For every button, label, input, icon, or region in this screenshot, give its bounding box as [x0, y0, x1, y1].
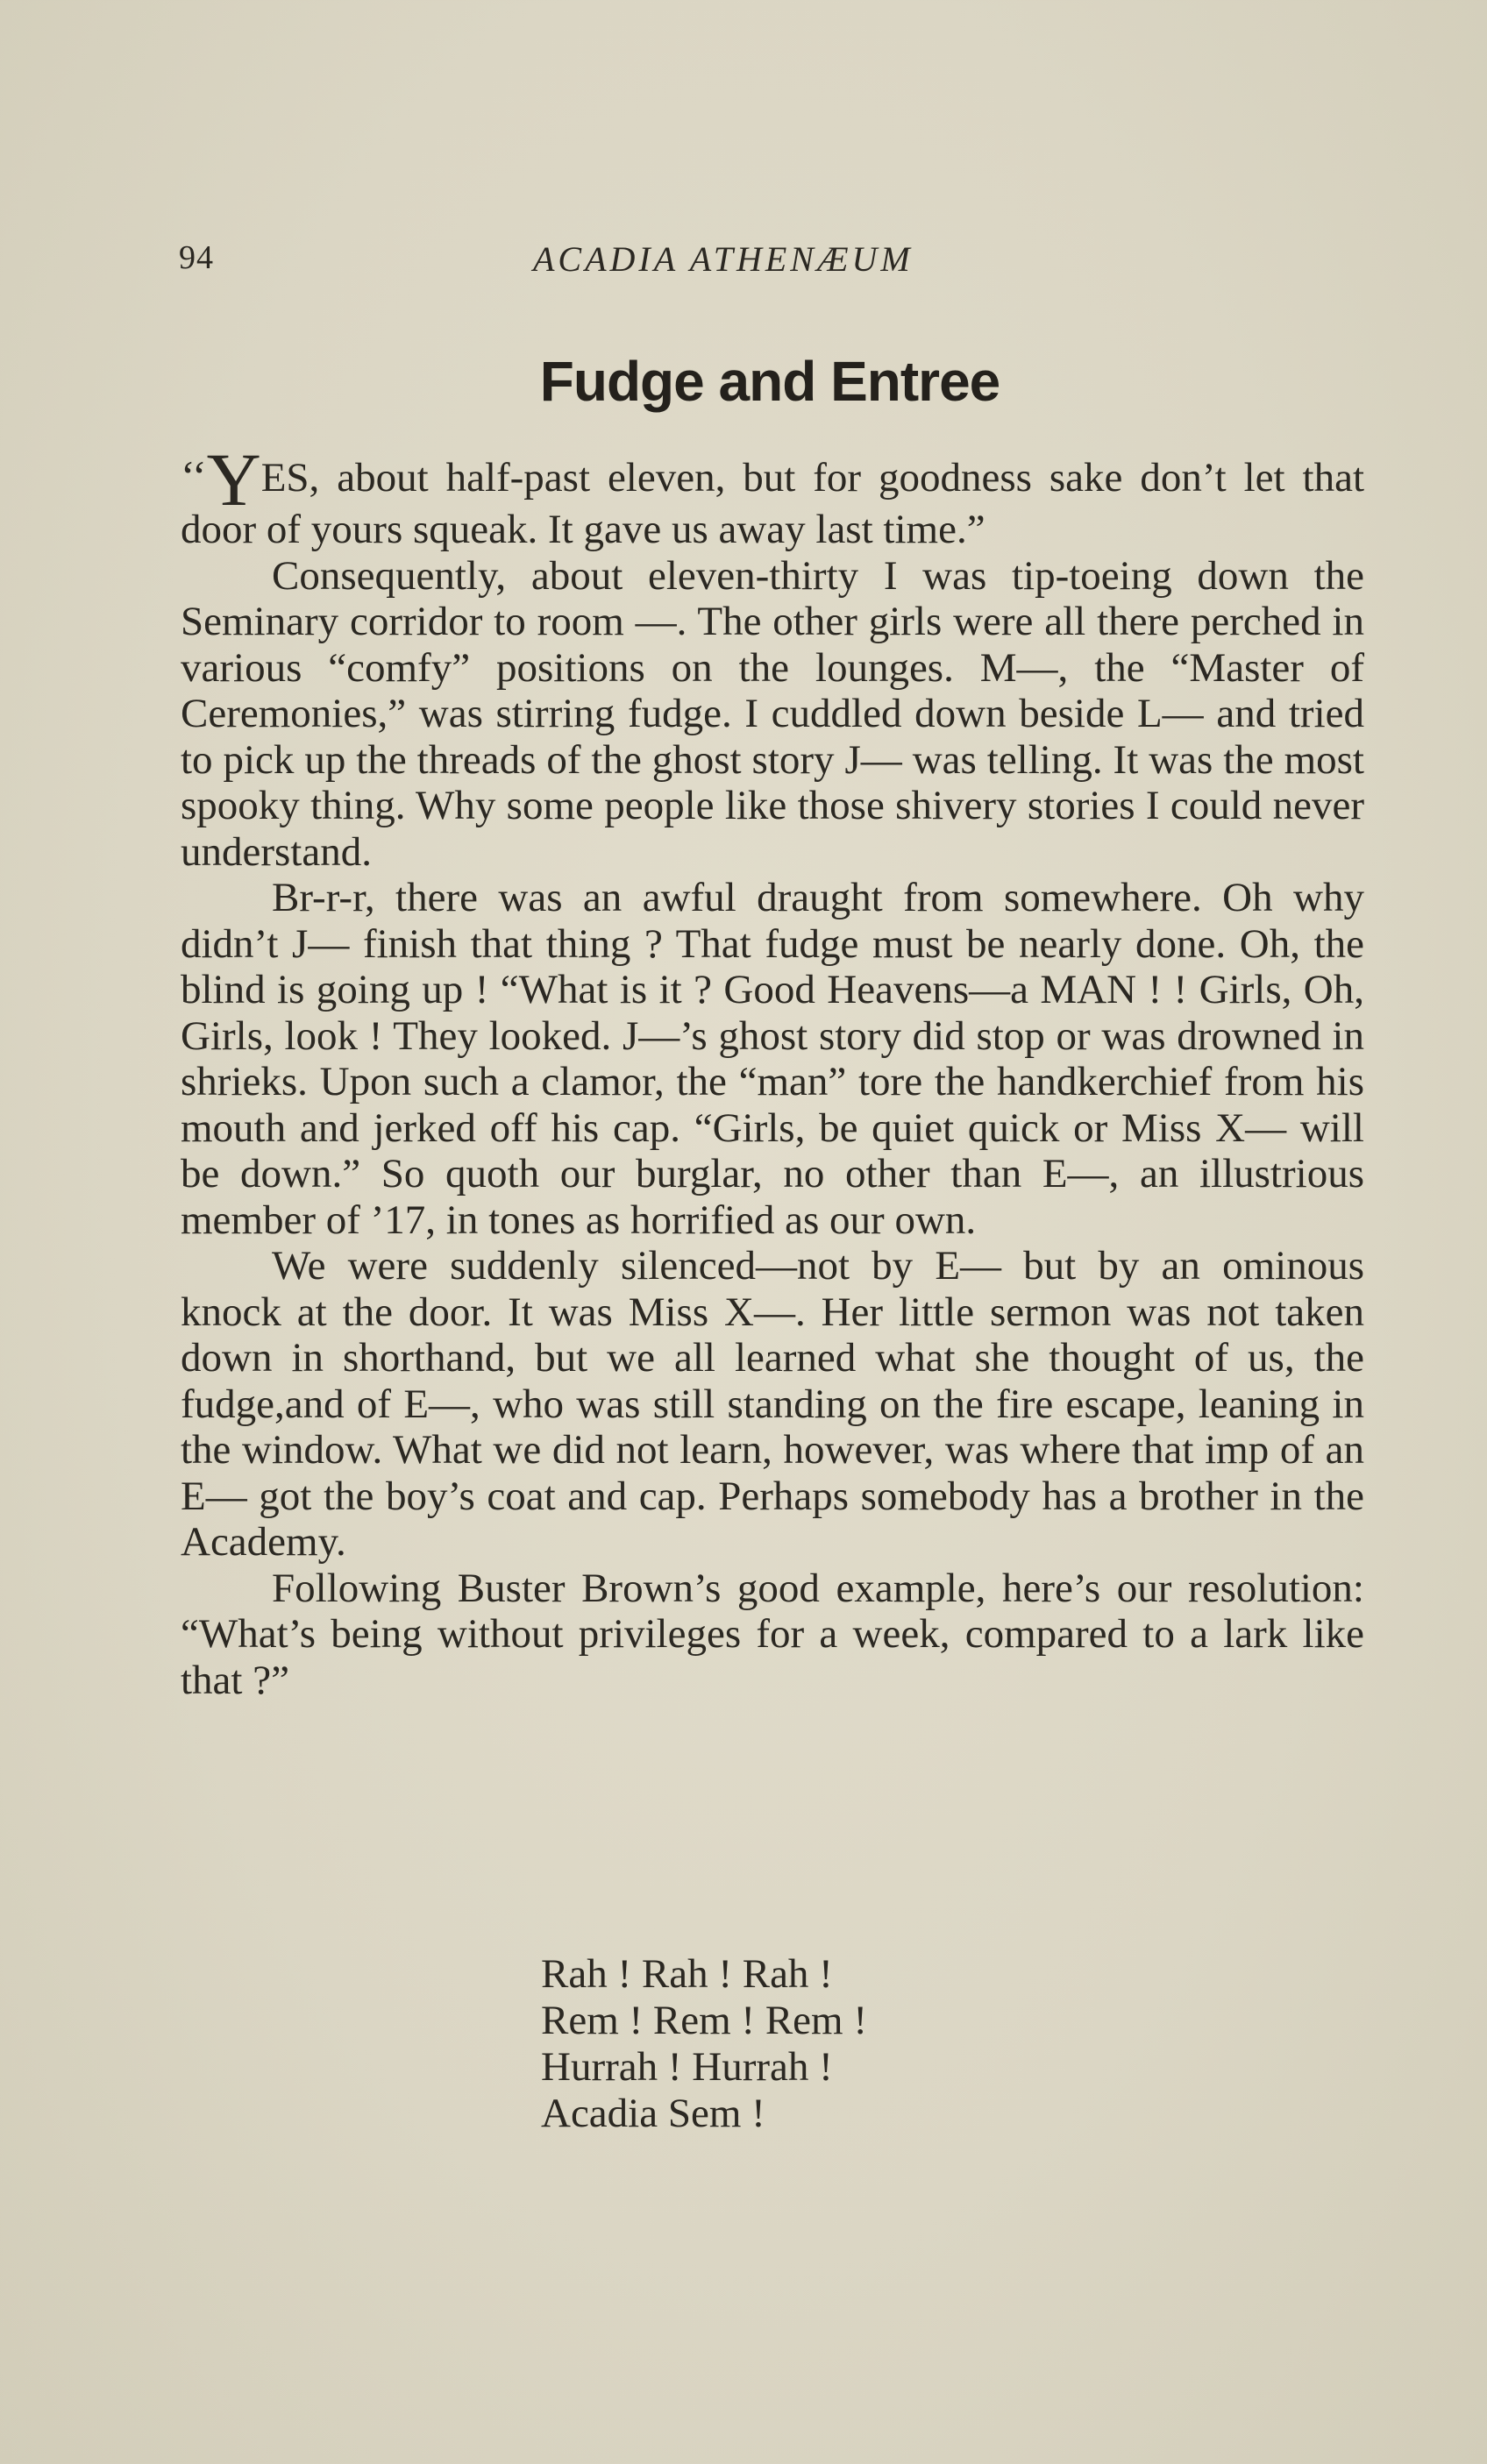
- paragraph-2: Consequently, about eleven-thirty I was tip-toeing down the Seminary corridor to room —. The other girls were all there perched in various “comfy” positions on the lounges. M—, the “Master of Ceremonies,” was stirring fudge. I cuddled down beside L— and tried to pick up the threads of the ghost story J— was telling. It was the most spooky thing. Why some people like those shivery stories I could never understand.: [181, 552, 1364, 875]
- cheer-line: Rem ! Rem ! Rem !: [541, 1998, 868, 2043]
- article-body: [181, 437, 1364, 1703]
- opening-quote: ‘‘: [181, 451, 207, 501]
- drop-cap: Y: [206, 437, 261, 522]
- page-number: 94: [179, 239, 214, 276]
- cheer-line: Rah ! Rah ! Rah !: [541, 1951, 833, 1997]
- page-header: [0, 238, 1487, 291]
- cheer-line: Hurrah ! Hurrah !: [541, 2044, 833, 2090]
- paragraph-1-text: ES, about half-past eleven, but for goodness sake don’t let that door of yours squeak. It gave us away last time.”: [181, 455, 1364, 552]
- paragraph-1: [181, 437, 1364, 553]
- article-title: Fudge and Entree: [539, 350, 1000, 413]
- paragraph-3: Br-r-r, there was an awful draught from somewhere. Oh why didn’t J— finish that thing ? That fudge must be nearly done. Oh, the blind is going up ! “What is it ? Good Heavens—a MAN ! ! Girls, Oh, Girls, look ! They looked. J—’s ghost story did stop or was drowned in shrieks. Upon such a clamor, the “man” tore the handkerchief from his mouth and jerked off his cap. “Girls, be quiet quick or Miss X— will be down.” So quoth our burglar, no other than E—, an illustrious member of ’17, in tones as horrified as our own.: [181, 875, 1364, 1243]
- cheer-line: Acadia Sem !: [541, 2091, 765, 2136]
- running-head: ACADIA ATHENÆUM: [533, 239, 914, 279]
- cheer-verse: [541, 1951, 867, 2137]
- paragraph-5: Following Buster Brown’s good example, here’s our resolution: “What’s being without privileges for a week, compared to a lark like that ?”: [181, 1565, 1364, 1703]
- paragraph-4: We were suddenly silenced—not by E— but by an ominous knock at the door. It was Miss X—. Her little sermon was not taken down in shorthand, but we all learned what she thought of us, the fudge,and of E—, who was still standing on the fire escape, leaning in the window. What we did not learn, however, was where that imp of an E— got the boy’s coat and cap. Perhaps somebody has a brother in the Academy.: [181, 1243, 1364, 1565]
